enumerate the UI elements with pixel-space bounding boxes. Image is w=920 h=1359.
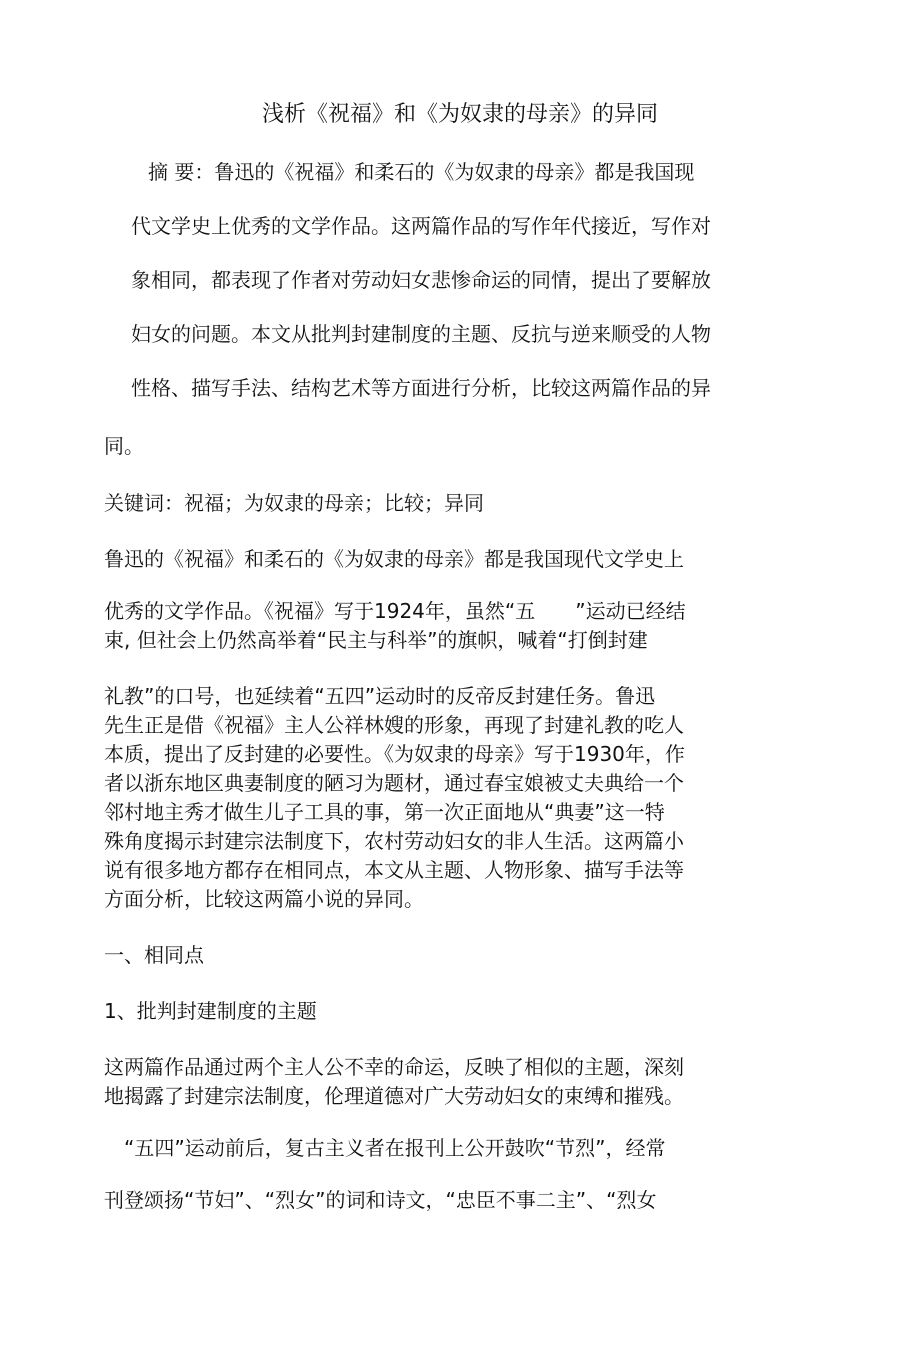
intro-line: 邻村地主秀才做生儿子工具的事，第一次正面地从“典妻”这一特	[104, 800, 665, 824]
subsection-heading: 1、批判封建制度的主题	[104, 999, 317, 1023]
intro-line: 本质，提出了反封建的必要性。《为奴隶的母亲》写于1930年，作	[104, 742, 685, 766]
abstract-line: 同。	[104, 434, 144, 458]
intro-line: 束, 但社会上仍然高举着“民主与科举”的旗帜，喊着“打倒封建	[104, 628, 648, 652]
intro-line: 方面分析，比较这两篇小说的异同。	[104, 887, 424, 911]
intro-line: 优秀的文学作品。《祝福》写于1924年，虽然“五 ”运动已经结	[104, 599, 686, 623]
intro-line: 殊角度揭示封建宗法制度下，农村劳动妇女的非人生活。这两篇小	[104, 829, 684, 853]
abstract-line: 妇女的问题。本文从批判封建制度的主题、反抗与逆来顺受的人物	[131, 322, 711, 346]
keywords: 关键词：祝福；为奴隶的母亲；比较；异同	[104, 491, 484, 515]
intro-line: 者以浙东地区典妻制度的陋习为题材，通过春宝娘被丈夫典给一个	[104, 771, 684, 795]
abstract-line: 象相同，都表现了作者对劳动妇女悲惨命运的同情，提出了要解放	[131, 268, 711, 292]
body-line: “五四”运动前后，复古主义者在报刊上公开鼓吹“节烈”，经常	[124, 1136, 666, 1160]
abstract-line: 代文学史上优秀的文学作品。这两篇作品的写作年代接近，写作对	[131, 214, 711, 238]
intro-line: 鲁迅的《祝福》和柔石的《为奴隶的母亲》都是我国现代文学史上	[104, 547, 684, 571]
abstract-line: 摘 要：鲁迅的《祝福》和柔石的《为奴隶的母亲》都是我国现	[148, 160, 695, 184]
body-line: 刊登颂扬“节妇”、“烈女”的词和诗文，“忠臣不事二主”、“烈女	[104, 1188, 657, 1212]
document-title: 浅析《祝福》和《为奴隶的母亲》的异同	[261, 102, 658, 127]
intro-line: 礼教”的口号，也延续着“五四”运动时的反帝反封建任务。鲁迅	[104, 684, 656, 708]
section-heading: 一、相同点	[104, 943, 204, 967]
intro-line: 说有很多地方都存在相同点，本文从主题、人物形象、描写手法等	[104, 858, 684, 882]
abstract-line: 性格、描写手法、结构艺术等方面进行分析，比较这两篇作品的异	[131, 376, 711, 400]
body-line: 地揭露了封建宗法制度，伦理道德对广大劳动妇女的束缚和摧残。	[104, 1084, 684, 1108]
body-line: 这两篇作品通过两个主人公不幸的命运，反映了相似的主题，深刻	[104, 1055, 684, 1079]
intro-line: 先生正是借《祝福》主人公祥林嫂的形象，再现了封建礼教的吃人	[104, 713, 684, 737]
